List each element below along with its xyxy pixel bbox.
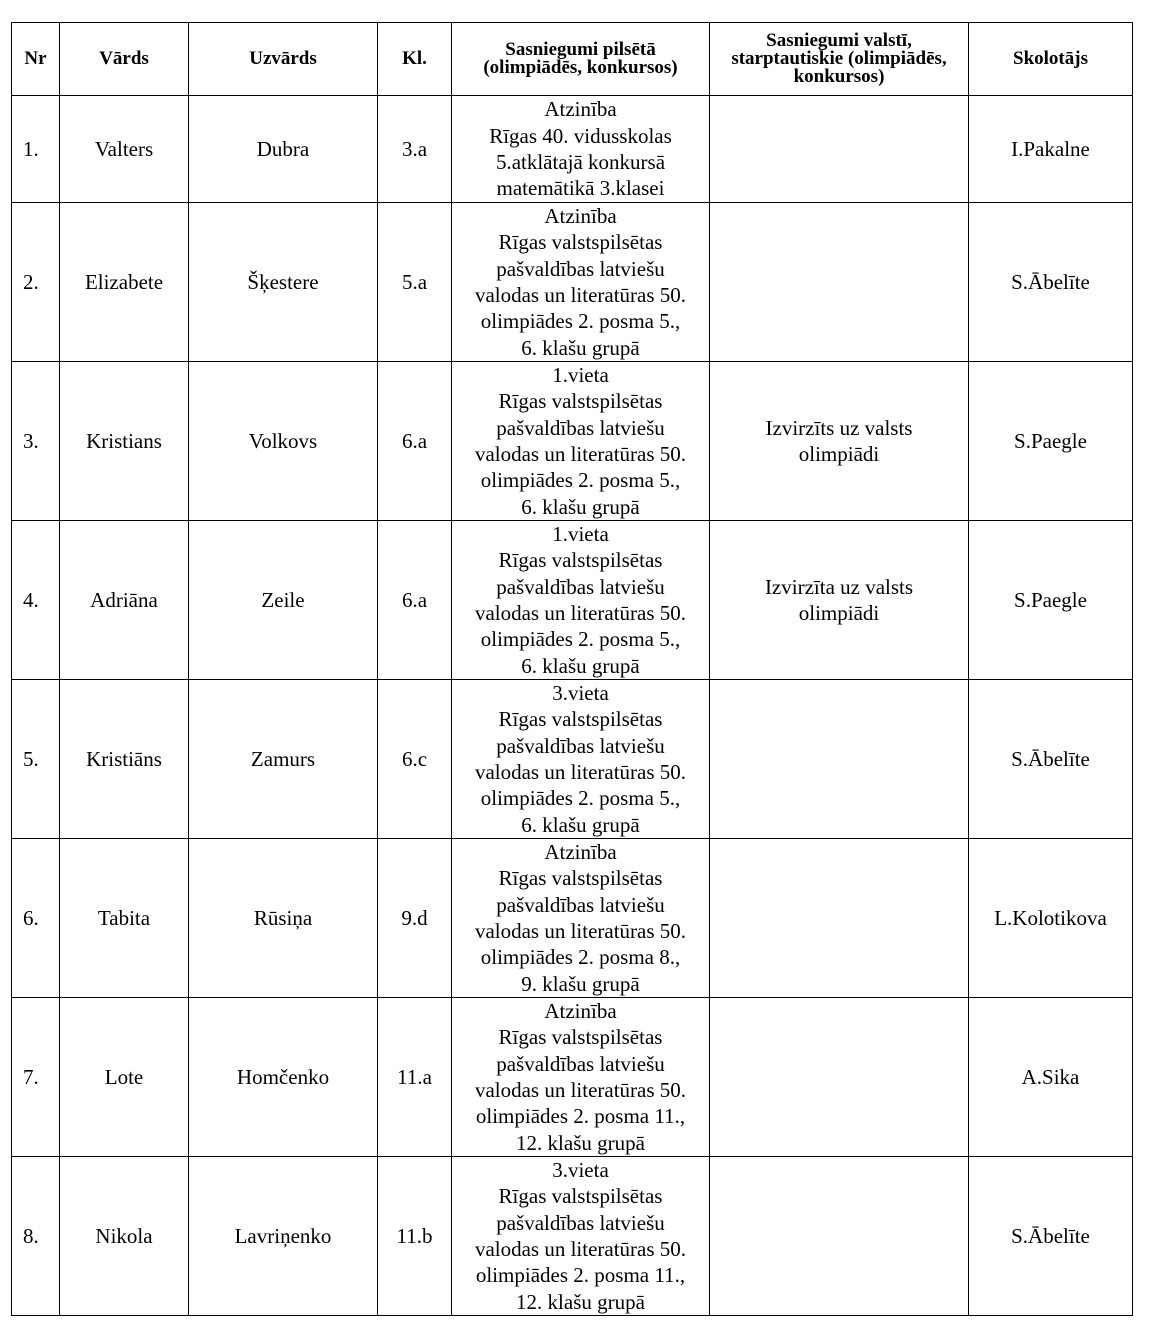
cell-first-name: Tabita [60, 839, 189, 998]
cell-teacher: S.Ābelīte [969, 1157, 1133, 1316]
cell-class: 3.a [378, 96, 452, 203]
achievements-table [11, 22, 1133, 1316]
table-row [12, 96, 1133, 203]
cell-nr: 7. [12, 998, 60, 1157]
header-national-achievements: Sasniegumi valstī, starptautiskie (olimpiādēs, konkursos) [710, 23, 969, 96]
cell-nr: 8. [12, 1157, 60, 1316]
cell-city-achievement: Atzinība Rīgas valstspilsētas pašvaldības latviešu valodas un literatūras 50. olimpiādes 2. posma 11., 12. klašu grupā [452, 998, 710, 1157]
cell-teacher: S.Paegle [969, 362, 1133, 521]
cell-city-achievement: Atzinība Rīgas valstspilsētas pašvaldības latviešu valodas un literatūras 50. olimpiādes 2. posma 8., 9. klašu grupā [452, 839, 710, 998]
table-row [12, 680, 1133, 839]
table-row [12, 521, 1133, 680]
cell-first-name: Valters [60, 96, 189, 203]
header-teacher: Skolotājs [969, 23, 1133, 96]
cell-nr: 1. [12, 96, 60, 203]
cell-class: 5.a [378, 203, 452, 362]
cell-national-achievement [710, 998, 969, 1157]
cell-last-name: Dubra [189, 96, 378, 203]
cell-national-achievement: Izvirzīts uz valsts olimpiādi [710, 362, 969, 521]
cell-last-name: Zamurs [189, 680, 378, 839]
cell-nr: 2. [12, 203, 60, 362]
cell-last-name: Homčenko [189, 998, 378, 1157]
table-row [12, 839, 1133, 998]
table-body [12, 96, 1133, 1316]
cell-city-achievement: Atzinība Rīgas 40. vidusskolas 5.atklātajā konkursā matemātikā 3.klasei [452, 96, 710, 203]
cell-teacher: I.Pakalne [969, 96, 1133, 203]
cell-nr: 6. [12, 839, 60, 998]
cell-teacher: S.Ābelīte [969, 203, 1133, 362]
cell-first-name: Kristians [60, 362, 189, 521]
cell-city-achievement: 3.vieta Rīgas valstspilsētas pašvaldības latviešu valodas un literatūras 50. olimpiādes 2. posma 11., 12. klašu grupā [452, 1157, 710, 1316]
header-row [12, 23, 1133, 96]
cell-first-name: Lote [60, 998, 189, 1157]
header-first-name: Vārds [60, 23, 189, 96]
cell-national-achievement [710, 839, 969, 998]
header-nr: Nr [12, 23, 60, 96]
cell-first-name: Nikola [60, 1157, 189, 1316]
cell-class: 6.a [378, 362, 452, 521]
table-row [12, 998, 1133, 1157]
cell-teacher: S.Paegle [969, 521, 1133, 680]
table-header [12, 23, 1133, 96]
header-city-achievements: Sasniegumi pilsētā (olimpiādēs, konkursos) [452, 23, 710, 96]
cell-first-name: Adriāna [60, 521, 189, 680]
cell-teacher: A.Sika [969, 998, 1133, 1157]
cell-nr: 3. [12, 362, 60, 521]
cell-class: 6.c [378, 680, 452, 839]
cell-class: 11.a [378, 998, 452, 1157]
cell-city-achievement: 3.vieta Rīgas valstspilsētas pašvaldības latviešu valodas un literatūras 50. olimpiādes 2. posma 5., 6. klašu grupā [452, 680, 710, 839]
cell-first-name: Elizabete [60, 203, 189, 362]
cell-class: 9.d [378, 839, 452, 998]
cell-last-name: Lavriņenko [189, 1157, 378, 1316]
header-class: Kl. [378, 23, 452, 96]
cell-teacher: L.Kolotikova [969, 839, 1133, 998]
cell-last-name: Volkovs [189, 362, 378, 521]
cell-national-achievement [710, 680, 969, 839]
cell-last-name: Zeile [189, 521, 378, 680]
table-row [12, 1157, 1133, 1316]
cell-first-name: Kristiāns [60, 680, 189, 839]
cell-class: 6.a [378, 521, 452, 680]
cell-city-achievement: 1.vieta Rīgas valstspilsētas pašvaldības latviešu valodas un literatūras 50. olimpiādes 2. posma 5., 6. klašu grupā [452, 362, 710, 521]
cell-teacher: S.Ābelīte [969, 680, 1133, 839]
cell-city-achievement: 1.vieta Rīgas valstspilsētas pašvaldības latviešu valodas un literatūras 50. olimpiādes 2. posma 5., 6. klašu grupā [452, 521, 710, 680]
cell-city-achievement: Atzinība Rīgas valstspilsētas pašvaldības latviešu valodas un literatūras 50. olimpiādes 2. posma 5., 6. klašu grupā [452, 203, 710, 362]
cell-last-name: Rūsiņa [189, 839, 378, 998]
cell-national-achievement [710, 96, 969, 203]
header-last-name: Uzvārds [189, 23, 378, 96]
cell-national-achievement: Izvirzīta uz valsts olimpiādi [710, 521, 969, 680]
cell-class: 11.b [378, 1157, 452, 1316]
cell-nr: 5. [12, 680, 60, 839]
cell-national-achievement [710, 203, 969, 362]
cell-national-achievement [710, 1157, 969, 1316]
cell-last-name: Šķestere [189, 203, 378, 362]
table-row [12, 203, 1133, 362]
table-row [12, 362, 1133, 521]
cell-nr: 4. [12, 521, 60, 680]
